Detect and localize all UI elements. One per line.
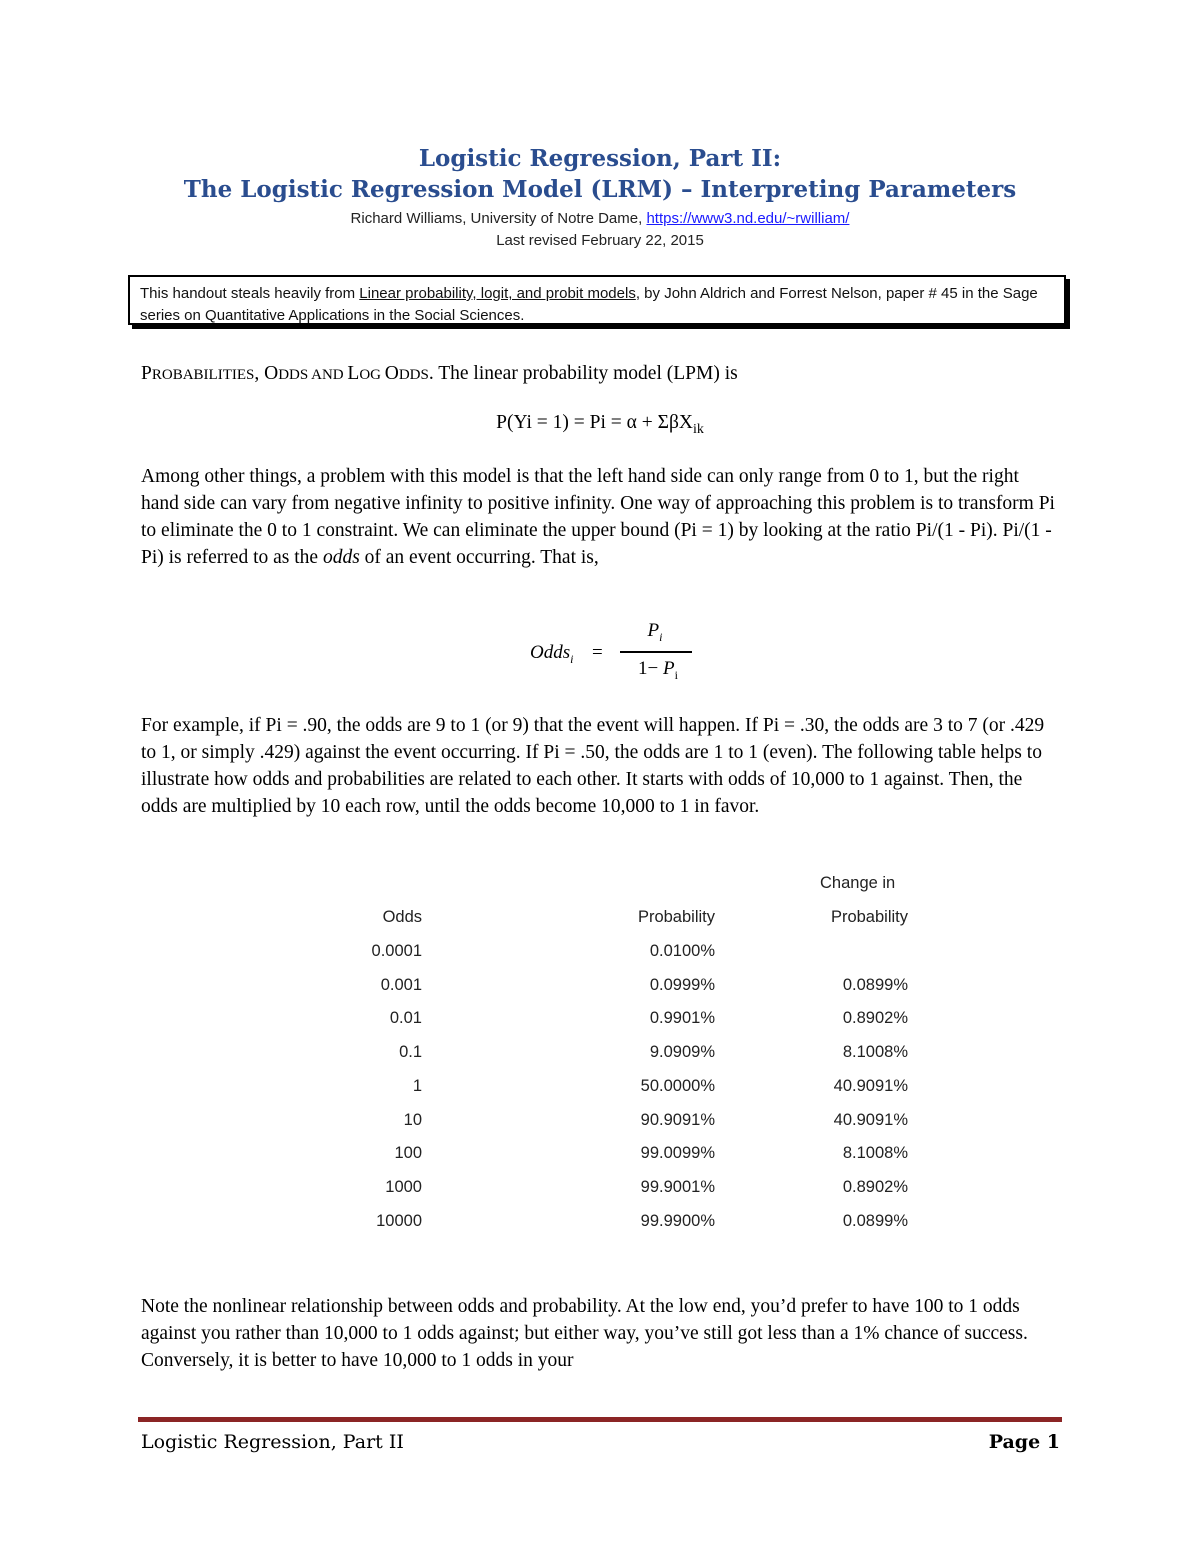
note-book-title: Linear probability, logit, and probit models <box>359 285 636 302</box>
cell-change: 0.8902% <box>842 1009 908 1028</box>
paragraph-4: Note the nonlinear relationship between odds and probability. At the low end, you’d prefer to have 100 to 1 odds against you rather than 10,000 to 1 odds against; but either way, you’ve still got less than a 1% chance of success. Conversely, it is better to have 10,000 to 1 odds in your <box>141 1296 1028 1371</box>
cell-odds: 100 <box>394 1144 422 1163</box>
table-row <box>340 976 920 1006</box>
cell-probability: 99.9900% <box>640 1211 715 1230</box>
cell-odds: 10 <box>403 1110 422 1129</box>
table-row <box>340 1111 920 1141</box>
cell-odds: 10000 <box>376 1211 422 1230</box>
author-text: Richard Williams, University of Notre Dame, <box>350 210 647 227</box>
table-row <box>340 1144 920 1174</box>
cell-probability: 90.9091% <box>640 1110 715 1129</box>
cell-change: 40.9091% <box>833 1110 908 1129</box>
cell-odds: 1000 <box>385 1177 422 1196</box>
odds-term: odds <box>322 547 360 568</box>
cell-probability: 0.0100% <box>649 942 715 960</box>
odds-numerator: $P_i$ <box>647 620 663 644</box>
odds-denominator: $1- P_i$ <box>638 658 678 682</box>
table-row <box>340 1212 920 1242</box>
cell-probability: 0.0999% <box>649 975 715 994</box>
cell-probability: 99.0099% <box>640 1144 715 1163</box>
paragraph-3: For example, if Pi = .90, the odds are 9 to 1 (or 9) that the event will happen. If Pi = .30, the odds are 3 to 7 (or .429 to 1, or simply .429) against the event occurring. If Pi = .50, the odds are 1 to 1 (even). The following table helps to illustrate how odds and probabilities are related to each other. It starts with odds of 10,000 to 1 against. Then, the odds are multiplied by 10 each row, until the odds become 10,000 to 1 in favor. <box>141 715 1045 817</box>
author-line <box>0 210 1200 227</box>
section-intro-paragraph <box>141 360 1061 389</box>
cell-change: 0.0899% <box>842 975 908 994</box>
footer-title: Logistic Regression, Part II <box>141 1431 404 1453</box>
equals-sign: = <box>592 642 603 663</box>
section-heading: PROBABILITIES, ODDS AND LOG ODDS. <box>141 363 434 384</box>
table-row <box>340 1043 920 1073</box>
cell-probability: 50.0000% <box>640 1076 715 1095</box>
revision-date: Last revised February 22, 2015 <box>496 232 704 249</box>
cell-probability: 99.9001% <box>640 1177 715 1196</box>
table-row <box>340 942 920 972</box>
page-number: Page 1 <box>988 1431 1060 1453</box>
intro-text: The linear probability model (LPM) is <box>433 363 738 384</box>
cell-change: 8.1008% <box>842 1043 908 1062</box>
cell-odds: 1 <box>412 1076 422 1095</box>
cell-odds: 0.01 <box>389 1009 422 1028</box>
title-line-2: The Logistic Regression Model (LRM) – Interpreting Parameters <box>183 176 1017 203</box>
cell-change: 8.1008% <box>842 1144 908 1163</box>
cell-odds: 0.0001 <box>371 942 422 960</box>
col-header-probability: Probability <box>637 908 715 926</box>
note-suffix: , by John Aldrich and Forrest Nelson, paper # 45 in the Sage series on Quantitative Applications in the Social Sciences. <box>140 285 1038 324</box>
footer-rule <box>138 1417 1062 1422</box>
cell-change: 40.9091% <box>833 1076 908 1095</box>
table-row <box>340 1077 920 1107</box>
cell-odds: 0.001 <box>380 975 422 994</box>
odds-lhs: Odds$_i$ <box>530 642 574 666</box>
table-header-change-in: Change in <box>820 874 896 892</box>
author-homepage-link[interactable]: https://www3.nd.edu/~rwilliam/ <box>646 210 850 227</box>
table-row <box>340 1178 920 1208</box>
paragraph-2: Among other things, a problem with this model is that the left hand side can only range from 0 to 1, but the right hand side can vary from negative infinity to positive infinity. One way of approaching this problem is to transform Pi to eliminate the 0 to 1 constraint. We can eliminate the upper bound (Pi = 1) by looking at the ratio Pi/(1 - Pi). Pi/(1 - Pi) is referred to as the odds of an event occurring. That is, <box>141 466 1055 568</box>
cell-probability: 0.9901% <box>649 1009 715 1028</box>
source-note-box <box>128 275 1066 325</box>
cell-change: 0.8902% <box>842 1177 908 1196</box>
fraction-bar <box>620 651 692 653</box>
col-header-odds: Odds <box>382 908 422 926</box>
lpm-equation: P(Yi = 1) = Pi = α + ΣβX$_{ik}$ <box>496 412 704 437</box>
cell-change: 0.0899% <box>842 1211 908 1230</box>
table-row <box>340 1009 920 1039</box>
note-prefix: This handout steals heavily from <box>140 285 360 302</box>
table-header-row <box>340 908 920 938</box>
cell-odds: 0.1 <box>399 1043 422 1062</box>
cell-probability: 9.0909% <box>649 1043 715 1062</box>
title-line-1: Logistic Regression, Part II: <box>418 145 782 172</box>
col-header-change: Probability <box>830 908 908 926</box>
odds-equation <box>530 620 730 690</box>
